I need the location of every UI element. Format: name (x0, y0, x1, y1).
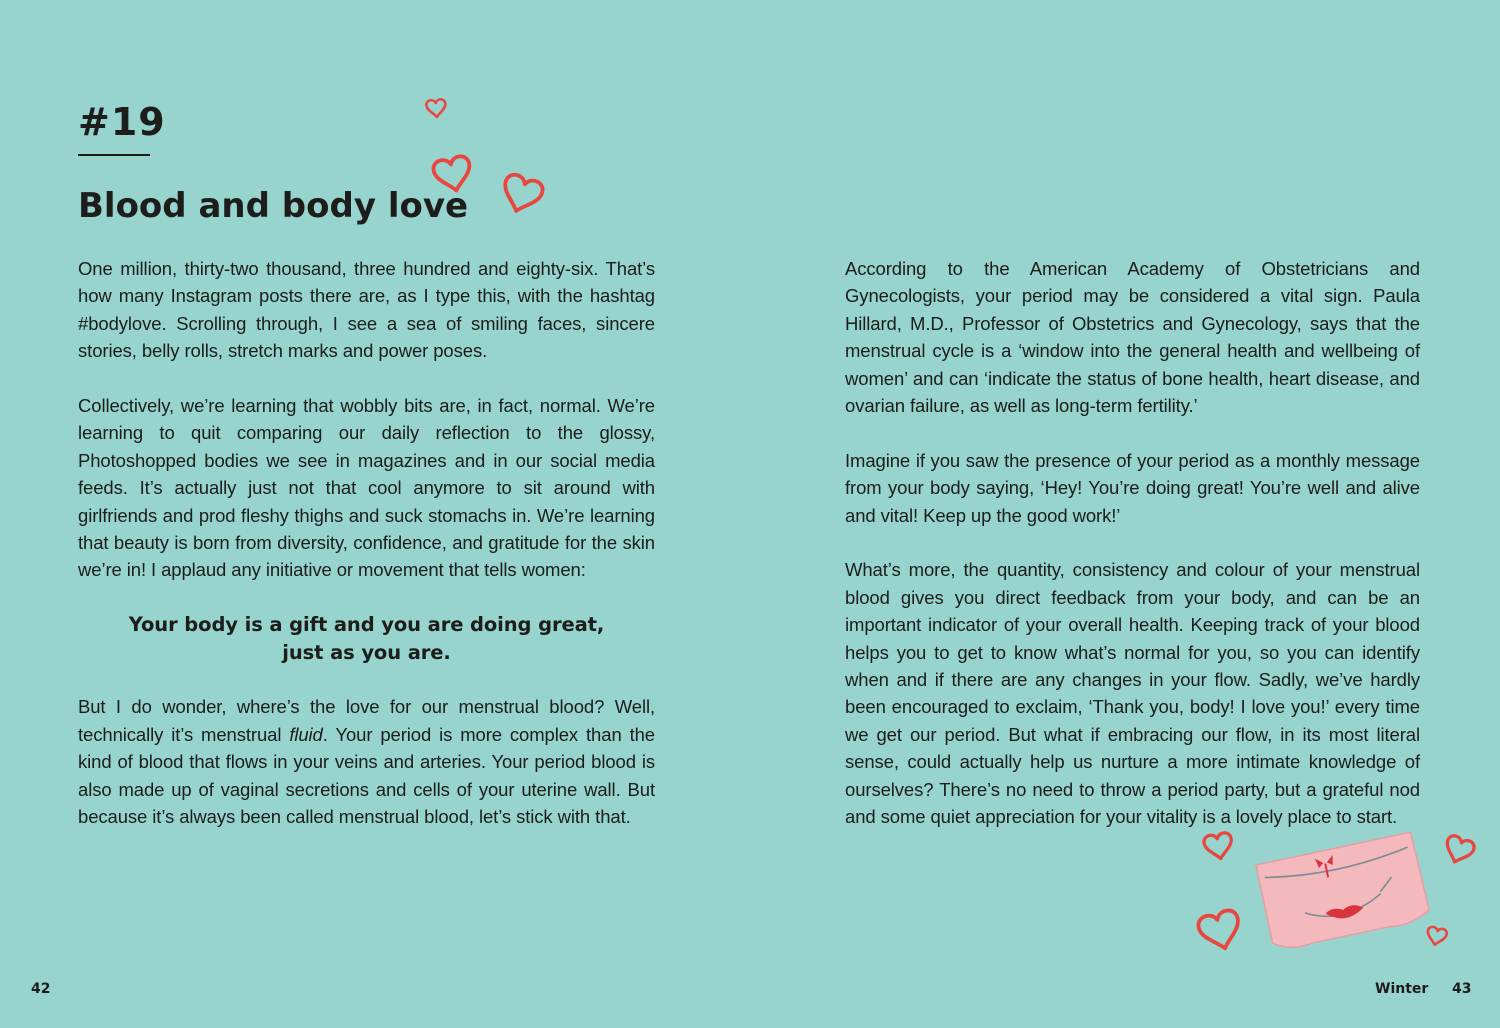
heart-doodle-icon (498, 172, 545, 216)
heart-doodle-icon (1425, 926, 1447, 947)
section-label: Winter (1375, 981, 1429, 997)
paragraph: One million, thirty-two thousand, three hundred and eighty-six. That’s how many Instagram posts there are, as I type this, with the hashtag #bodylove. Scrolling through, I see a sea of smiling faces, sincere stories, belly rolls, stretch marks and power poses. (78, 258, 655, 362)
page-number-left: 42 (31, 981, 51, 997)
paragraph: Collectively, we’re learning that wobbly bits are, in fact, normal. We’re learning to quit comparing our daily reflection to the glossy, Photoshopped bodies we see in magazines and in our social media feeds. It’s actually just not that cool anymore to sit around with girlfriends and prod fleshy thighs and suck stomachs in. We’re learning that beauty is born from diversity, confidence, and gratitude for the skin we’re in! I applaud any initiative or movement that tells women: (78, 395, 655, 581)
page-number-right: 43 (1452, 981, 1472, 997)
italic-word: fluid (289, 723, 323, 745)
paragraph: Imagine if you saw the presence of your period as a monthly message from your body saying, ‘Hey! You’re doing great! You’re well and alive and vital! Keep up the good work!’ (845, 449, 1420, 526)
paragraph-text: . Your period is more complex than the kind of blood that flows in your veins and arteries. Your period blood is also made up of vaginal secretions and cells of your uterine wall. But because it’s always been called menstrual blood, let’s stick with that. (78, 723, 655, 828)
underwear-illustration (1256, 832, 1431, 952)
heart-doodle-icon (1442, 834, 1476, 867)
chapter-number: #19 (78, 100, 166, 144)
heart-doodle-icon (426, 99, 446, 118)
paragraph: What’s more, the quantity, consistency and colour of your menstrual blood gives you direct feedback from your body, and can be an important indicator of your overall health. Keeping track of your blood helps you to get to know what’s normal for you, so you can identify when and if there are any changes in your flow. Sadly, we’ve hardly been encouraged to exclaim, ‘Thank you, body! I love you!’ every time we get our period. But what if embracing our flow, in its most literal sense, could actually help us nurture a more intimate knowledge of ourselves? There’s no need to throw a period party, but a grateful nod and some quiet appreciation for your vitality is a lovely place to start. (845, 559, 1420, 828)
page-title: Blood and body love (78, 186, 469, 226)
pull-quote-line: Your body is a gift and you are doing great, (128, 613, 605, 637)
heart-doodle-icon (1203, 832, 1234, 861)
heart-doodle-icon (432, 155, 474, 194)
heart-doodle-icon (1196, 908, 1244, 953)
paragraph: According to the American Academy of Obstetricians and Gynecologists, your period may be considered a vital sign. Paula Hillard, M.D., Professor of Obstetrics and Gynecology, says that the menstrual cycle is a ‘window into the general health and wellbeing of women’ and can ‘indicate the status of bone health, heart disease, and ovarian failure, as well as long-term fertility.’ (845, 258, 1420, 417)
paragraph-text: But I do wonder, where’s the love for our menstrual blood? Well, technically it’s menstrual (78, 696, 655, 745)
pull-quote-line: just as you are. (282, 640, 451, 664)
